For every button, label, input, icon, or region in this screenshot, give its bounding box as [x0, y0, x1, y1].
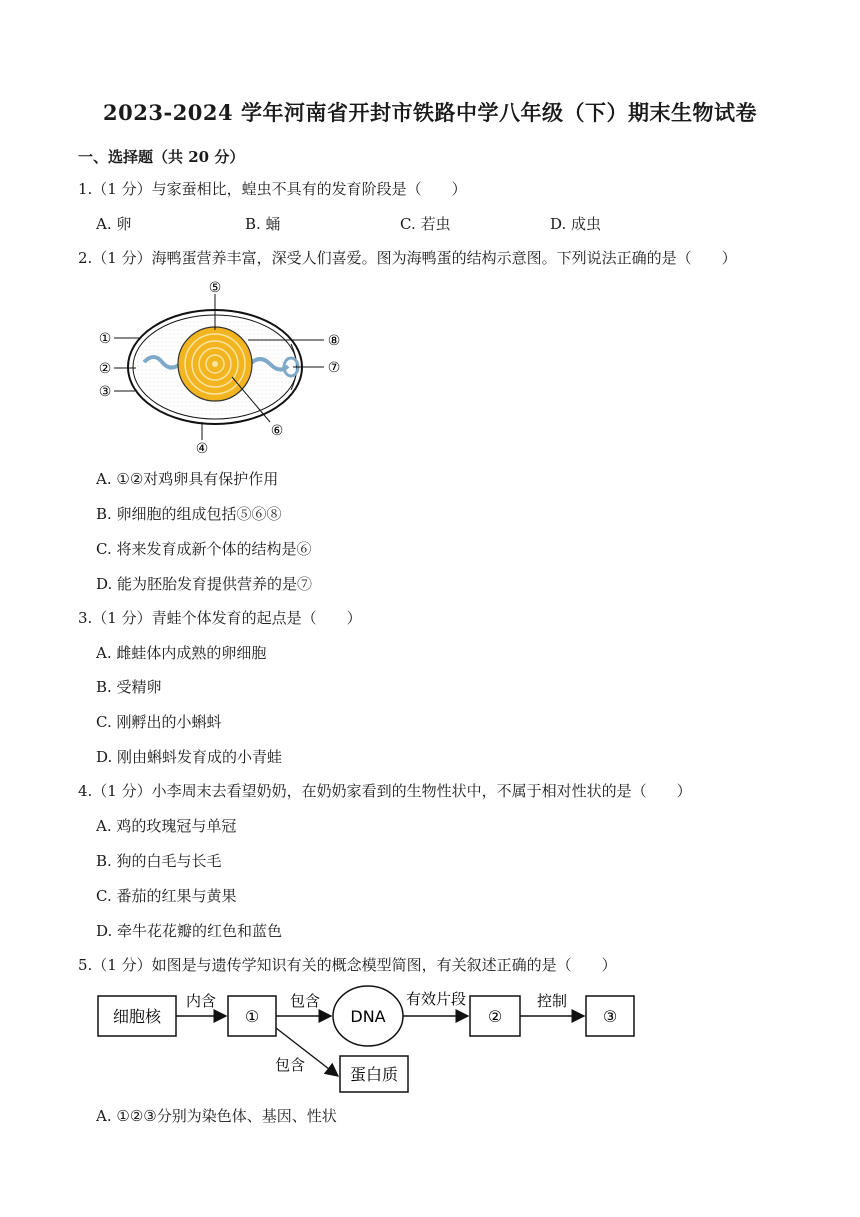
q1-option-c: C. 若虫 [400, 215, 451, 233]
q4-option-c: C. 番茄的红果与黄果 [96, 887, 237, 905]
label-4: ④ [195, 441, 209, 457]
q2-option-a: A. ①②对鸡卵具有保护作用 [96, 470, 279, 488]
label-1: ① [98, 331, 112, 347]
q3-option-b: B. 受精卵 [96, 678, 162, 696]
page-title: 2023-2024 学年河南省开封市铁路中学八年级（下）期末生物试卷 [103, 100, 757, 125]
q1-option-b: B. 蛹 [245, 215, 281, 233]
arrow-label-contains-2: 包含 [289, 992, 321, 1010]
q4-option-a: A. 鸡的玫瑰冠与单冠 [96, 817, 237, 835]
box-1-label: ① [244, 1007, 260, 1026]
q5-option-a: A. ①②③分别为染色体、基因、性状 [96, 1107, 337, 1125]
label-7: ⑦ [327, 360, 341, 376]
arrow-label-contains-3: 包含 [274, 1056, 306, 1074]
genetics-concept-diagram [90, 984, 650, 1096]
q4-option-d: D. 牵牛花花瓣的红色和蓝色 [96, 922, 283, 940]
label-6: ⑥ [270, 423, 284, 439]
question-5-stem: 5.（1 分）如图是与遗传学知识有关的概念模型简图，有关叙述正确的是（ ） [78, 956, 617, 974]
question-1-stem: 1.（1 分）与家蚕相比，蝗虫不具有的发育阶段是（ ） [78, 180, 467, 198]
box-protein-label: 蛋白质 [349, 1065, 399, 1084]
q1-option-d: D. 成虫 [550, 215, 602, 233]
q4-option-b: B. 狗的白毛与长毛 [96, 852, 222, 870]
arrow-label-control: 控制 [536, 992, 568, 1010]
label-3: ③ [98, 384, 112, 400]
q1-option-a: A. 卵 [96, 215, 132, 233]
label-2: ② [98, 361, 112, 377]
q3-option-d: D. 刚由蝌蚪发育成的小青蛙 [96, 748, 283, 766]
box-2-label: ② [487, 1007, 503, 1026]
section-heading: 一、选择题（共 20 分） [78, 148, 245, 166]
arrow-label-contains-1: 内含 [185, 992, 217, 1010]
q2-option-d: D. 能为胚胎发育提供营养的是⑦ [96, 575, 313, 593]
q2-option-c: C. 将来发育成新个体的结构是⑥ [96, 540, 312, 558]
label-8: ⑧ [327, 333, 341, 349]
arrow-label-effective-segment: 有效片段 [405, 990, 467, 1008]
q2-option-b: B. 卵细胞的组成包括⑤⑥⑧ [96, 505, 282, 523]
question-3-stem: 3.（1 分）青蛙个体发育的起点是（ ） [78, 609, 362, 627]
circle-dna-label: DNA [350, 1007, 386, 1026]
box-3-label: ③ [602, 1007, 618, 1026]
q3-option-a: A. 雌蛙体内成熟的卵细胞 [96, 644, 267, 662]
question-4-stem: 4.（1 分）小李周末去看望奶奶，在奶奶家看到的生物性状中，不属于相对性状的是（ ） [78, 782, 692, 800]
question-2-stem: 2.（1 分）海鸭蛋营养丰富，深受人们喜爱。图为海鸭蛋的结构示意图。下列说法正确的是（ ） [78, 249, 737, 267]
box-nucleus-label: 细胞核 [112, 1007, 162, 1026]
label-5: ⑤ [208, 280, 222, 296]
egg-structure-figure [88, 272, 358, 457]
q3-option-c: C. 刚孵出的小蝌蚪 [96, 713, 222, 731]
